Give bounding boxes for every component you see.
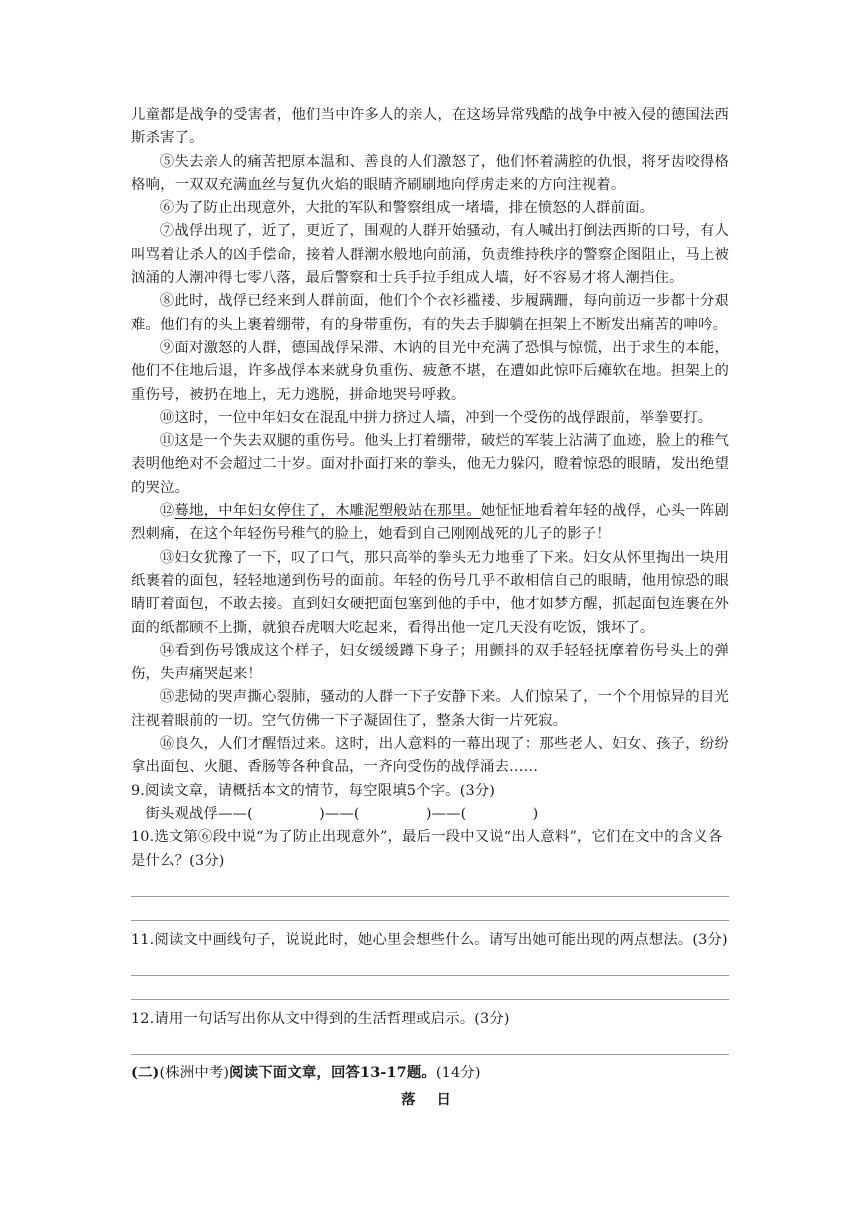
paragraph-12 — [131, 500, 729, 547]
question-11: 11.阅读文中画线句子，说说此时，她心里会想些什么。请写出她可能出现的两点想法。(3分) — [131, 931, 728, 948]
question-9: 9.阅读文章，请概括本文的情节，每空限填5个字。(3分) — [131, 782, 496, 799]
paragraph-12-rest: 她怔怔地看着年轻的战俘，心头一阵剧烈刺痛，在这个年轻伤号稚气的脸上，她看到自己刚刚战死的儿子的影子！ — [131, 503, 729, 543]
paragraph-13: ⑬妇女犹豫了一下，叹了口气，那只高举的拳头无力地垂了下来。妇女从怀里掏出一块用纸裹着的面包，轻轻地递到伤号的面前。年轻的伤号几乎不敢相信自己的眼睛，他用惊恐的眼睛盯着面包，不敢去接。直到妇女硬把面包塞到他的手中，他才如梦方醒，抓起面包连裹在外面的纸都顾不上撕，就狼吞虎咽大吃起来，看得出他一定几天没有吃饭，饿坏了。 — [131, 549, 729, 636]
answer-line[interactable] — [131, 1054, 729, 1055]
answer-line[interactable] — [131, 999, 729, 1000]
paragraph-12-number: ⑫ — [159, 503, 175, 520]
question-10: 10.选文第⑥段中说“为了防止出现意外”，最后一段中又说“出人意料”，它们在文中的含义各是什么？(3分) — [131, 829, 723, 869]
section-2-label: (二) — [131, 1064, 160, 1082]
paragraph-15: ⑮悲恸的哭声撕心裂肺，骚动的人群一下子安静下来。人们惊呆了，一个个用惊异的目光注视着眼前的一切。空气仿佛一下子凝固住了，整条大街一片死寂。 — [131, 689, 729, 729]
section-2-source: (株洲中考) — [159, 1065, 230, 1082]
paragraph-8: ⑧此时，战俘已经来到人群前面，他们个个衣衫褴褛、步履蹒跚，每向前迈一步都十分艰难。他们有的头上裹着绷带，有的身带重伤，有的失去手脚躺在担架上不断发出痛苦的呻吟。 — [131, 293, 729, 333]
paragraph-7: ⑦战俘出现了，近了，更近了，围观的人群开始骚动，有人喊出打倒法西斯的口号，有人叫骂着让杀人的凶手偿命，接着人群潮水般地向前涌，负责维持秩序的警察企图阻止，马上被汹涌的人潮冲得七零八落，最后警察和士兵手拉手组成人墙，好不容易才将人潮挡住。 — [131, 223, 729, 287]
paragraph-10: ⑩这时，一位中年妇女在混乱中拼力挤过人墙，冲到一个受伤的战俘跟前，举拳要打。 — [159, 409, 713, 426]
passage-lead: 儿童都是战争的受害者，他们当中许多人的亲人，在这场异常残酷的战争中被入侵的德国法西斯杀害了。 — [131, 107, 729, 147]
paragraph-16: ⑯良久，人们才醒悟过来。这时，出人意料的一幕出现了：那些老人、妇女、孩子，纷纷拿出面包、火腿、香肠等各种食品，一齐向受伤的战俘涌去…… — [131, 736, 729, 776]
paragraph-6: ⑥为了防止出现意外，大批的军队和警察组成一堵墙，排在愤怒的人群前面。 — [159, 200, 655, 217]
paragraph-14: ⑭看到伤号饿成这个样子，妇女缓缓蹲下身子；用颤抖的双手轻轻抚摩着伤号头上的弹伤，失声痛哭起来！ — [131, 642, 729, 683]
section-2-score: (14分) — [435, 1065, 481, 1082]
exam-content — [131, 104, 729, 1111]
underlined-sentence: 蓦地，中年妇女停住了，木雕泥塑般站在那里。 — [174, 503, 481, 520]
paragraph-11: ⑪这是一个失去双腿的重伤号。他头上打着绷带，破烂的军装上沾满了血迹，脸上的稚气表明他绝对不会超过二十岁。面对扑面打来的拳头，他无力躲闪，瞪着惊恐的眼睛，发出绝望的哭泣。 — [131, 433, 729, 496]
section-2-heading — [131, 1061, 729, 1085]
question-9-blanks: 街头观战俘——( )——( )——( ) — [145, 805, 539, 822]
paragraph-5: ⑤失去亲人的痛苦把原本温和、善良的人们激怒了，他们怀着满腔的仇恨，将牙齿咬得格格响，一双双充满血丝与复仇火焰的眼睛齐刷刷地向俘虏走来的方向注视着。 — [131, 153, 729, 193]
question-12: 12.请用一句话写出你从文中得到的生活哲理或启示。(3分) — [131, 1011, 510, 1028]
article-title: 落 日 — [401, 1090, 459, 1108]
paragraph-9: ⑨面对激怒的人群，德国战俘呆滞、木讷的目光中充满了恐惧与惊慌，出于求生的本能，他们不住地后退，许多战俘本来就身负重伤、疲惫不堪，在遭如此惊吓后瘫软在地。担架上的重伤号，被扔在地上，无力逃脱，拼命地哭号呼救。 — [131, 339, 729, 403]
answer-line[interactable] — [131, 920, 729, 921]
section-2-instruction: 阅读下面文章，回答13-17题。 — [229, 1064, 436, 1082]
